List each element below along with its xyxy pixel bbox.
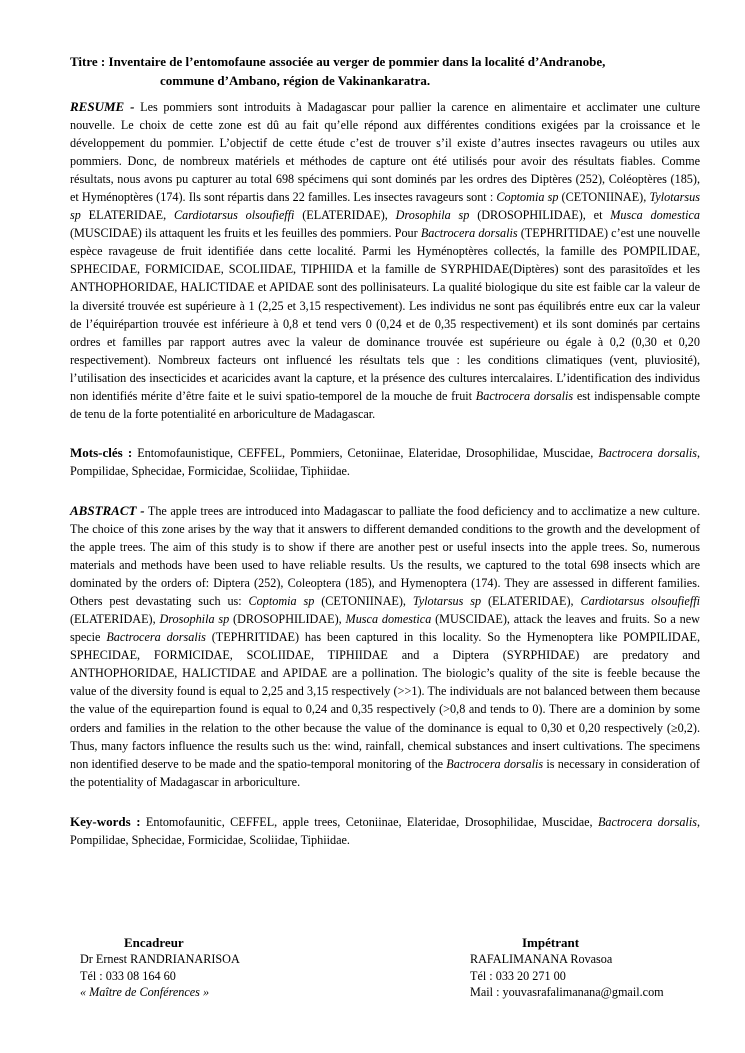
species-name: Musca domestica bbox=[345, 612, 432, 627]
abstract-heading: ABSTRACT - bbox=[70, 502, 145, 518]
resume-text-8: (DROSOPHILIDAE), et bbox=[469, 208, 611, 223]
key-words-paragraph bbox=[70, 813, 700, 849]
abstract-text-4: (ELATERIDAE), bbox=[481, 594, 581, 609]
mots-cles-text-0: Entomofaunistique, CEFFEL, Pommiers, Cetoniinae, Elateridae, Drosophilidae, Muscidae, bbox=[132, 445, 599, 460]
species-name: Drosophila sp bbox=[159, 612, 230, 627]
abstract-text-12: (TEPHRITIDAE) has been captured in this locality. So the Hymenoptera like POMPILIDAE, SPHECIDAE, FORMICIDAE, SCOLIIDAE, TIPHIIDAE and a Diptera (SYRPHIDAE) are predatory and ANTHOPHORIDAE, HALICTIDAE and APIDAE are a pollination. The biologic’s quality of the site is feeble because the value of the diversity found is equal to 2,25 and 3,15 respectively (>>1). The individuals are not balanced between them because the value of the equirepartion found is equal to 0,24 and 0,35 respectively (>0,8 and tends to 0). There are a dominion by some orders and families in the relation to the other because the value of the dominance is equal to 0,30 et 0,20 respectively (≥0,2). Thus, many factors influence the results such us the: wind, rainfall, chemical substances and insert cultivations. The specimens non identified deserve to be made and the spatio-temporal monitoring of the bbox=[70, 630, 700, 771]
species-name: Bactrocera dorsalis bbox=[475, 388, 574, 403]
title-line-1: Titre : Inventaire de l’entomofaune associée au verger de pommier dans la localité d’Andranobe, bbox=[70, 54, 606, 69]
resume-text-6: (ELATERIDAE), bbox=[294, 208, 396, 223]
species-name: Bactrocera dorsalis bbox=[598, 445, 697, 460]
species-name: Tylotarsus sp bbox=[412, 594, 482, 609]
impetrant-role: Impétrant bbox=[522, 935, 580, 950]
mots-cles-text-2: , Pompilidae, Sphecidae, Formicidae, Scoliidae, Tiphiidae. bbox=[70, 445, 701, 478]
encadreur-signature-block bbox=[80, 935, 240, 1001]
encadreur-role: Encadreur bbox=[124, 935, 184, 950]
species-name: Bactrocera dorsalis bbox=[446, 756, 544, 771]
encadreur-title: « Maître de Conférences » bbox=[80, 985, 210, 1000]
key-words-text-0: Entomofaunitic, CEFFEL, apple trees, Cetoniinae, Elateridae, Drosophilidae, Muscidae, bbox=[140, 814, 598, 829]
document-title bbox=[70, 52, 700, 90]
abstract-text-10: (MUSCIDAE), attack the leaves and fruits. So a new specie bbox=[70, 612, 700, 645]
key-words-heading: Key-words : bbox=[70, 813, 141, 829]
resume-text-0: Les pommiers sont introduits à Madagascar pour pallier la carence en alimentaire et acclimater une culture nouvelle. Le choix de cette zone est dû au fait qu’elle répond aux différentes conditions exigées par la croissance et le développement du pommier. L’objectif de cette étude c’est de trouver s’il existe d’autres insectes ravageurs ou utiles aux pommiers. Donc, de nombreux matériels et méthodes de capture ont été utilisés pour avoir des résultats fiables. Comme résultats, nous avons pu capturer au total 698 spécimens qui sont dominés par les ordres des Diptères (252), Coléoptères (185), et Hyménoptères (174). Ils sont répartis dans 22 familles. Les insectes ravageurs sont : bbox=[70, 100, 700, 205]
document-page bbox=[70, 52, 700, 849]
resume-heading: RESUME - bbox=[70, 99, 135, 114]
species-name: Cardiotarsus olsoufieffi bbox=[580, 594, 700, 609]
species-name: Bactrocera dorsalis bbox=[106, 630, 206, 645]
species-name: Drosophila sp bbox=[395, 208, 470, 223]
abstract-paragraph bbox=[70, 502, 700, 791]
mots-cles-heading: Mots-clés : bbox=[70, 444, 133, 460]
abstract-text-2: (CETONIINAE), bbox=[314, 594, 413, 609]
species-name: Bactrocera dorsalis bbox=[597, 814, 697, 829]
impetrant-phone: Tél : 033 20 271 00 bbox=[470, 968, 566, 983]
resume-text-10: (MUSCIDAE) ils attaquent les fruits et les feuilles des pommiers. Pour bbox=[70, 226, 421, 241]
resume-text-14: est indispensable compte de tenu de la forte potentialité en arboriculture de Madagascar. bbox=[70, 388, 700, 421]
species-name: Bactrocera dorsalis bbox=[420, 226, 518, 241]
impetrant-email: Mail : youvasrafalimanana@gmail.com bbox=[470, 985, 664, 1000]
abstract-text-0: The apple trees are introduced into Madagascar to palliate the food deficiency and to acclimatize a new culture. The choice of this zone arises by the way that it answers to different demanded conditions to the growth and the development of the apple trees. The aim of this study is to show if there are another pest or useful insects into the apple trees. So, numerous materials and methods have been used to have reliable results. Us the results, we captured to the total 698 insects which are dominated by the orders of: Diptera (252), Coleoptera (185), and Hymenoptera (174). They are assessed in different families. Others pest devastating such us: bbox=[70, 503, 701, 609]
species-name: Coptomia sp bbox=[248, 594, 315, 609]
abstract-text-6: (ELATERIDAE), bbox=[70, 612, 160, 627]
abstract-text-14: is necessary in consideration of the potentiality of Madagascar in arboriculture. bbox=[70, 756, 700, 789]
species-name: Coptomia sp bbox=[496, 190, 559, 205]
species-name: Cardiotarsus olsoufieffi bbox=[173, 208, 295, 223]
impetrant-name: RAFALIMANANA Rovasoa bbox=[470, 952, 613, 967]
encadreur-name: Dr Ernest RANDRIANARISOA bbox=[80, 952, 240, 967]
species-name: Tylotarsus sp bbox=[70, 190, 701, 223]
impetrant-signature-block bbox=[470, 935, 664, 1001]
mots-cles-paragraph bbox=[70, 444, 700, 480]
abstract-text-8: (DROSOPHILIDAE), bbox=[229, 612, 346, 627]
resume-paragraph bbox=[70, 98, 700, 423]
resume-text-12: (TEPHRITIDAE) c’est une nouvelle espèce ravageuse de fruit identifiée dans cette localité. Parmi les Hyménoptères collectés, la famille des POMPILIDAE, SPHECIDAE, FORMICIDAE, SCOLIIDAE, TIPHIIDA et la famille de SYRPHIDAE(Diptères) sont des parasitoïdes et les ANTHOPHORIDAE, HALICTIDAE et APIDAE sont des pollinisateurs. La qualité biologique du site est faible car la valeur de la diversité trouvée est supérieure à 1 (2,25 et 3,15 respectivement). Les individus ne sont pas équilibrés entre eux car la valeur de l’équirépartion trouvée est inférieure à 0,8 et tend vers 0 (0,24 et de 0,35 respectivement) et ils sont dominés par certains ordres et familles par rapport autres avec la valeur de dominance trouvée est supérieure ou égale à 0,2 (0,30 et 0,20 respectivement). Nombreux facteurs ont influencé les résultats tels que : les conditions climatiques (vent, pluviosité), l’utilisation des insecticides et acaricides avant la capture, et la présence des cultures intercalaires. L’identification des individus non identifiés mérite d’être faite et le suivi spatio-temporel de la mouche de fruit bbox=[70, 226, 700, 403]
title-line-2: commune d’Ambano, région de Vakinankaratra. bbox=[160, 73, 431, 88]
resume-text-4: ELATERIDAE, bbox=[80, 208, 174, 223]
encadreur-phone: Tél : 033 08 164 60 bbox=[80, 968, 176, 983]
species-name: Musca domestica bbox=[610, 208, 700, 223]
resume-text-2: (CETONIINAE), bbox=[558, 190, 650, 205]
key-words-text-2: , Pompilidae, Sphecidae, Formicidae, Scoliidae, Tiphiidae. bbox=[70, 814, 700, 847]
